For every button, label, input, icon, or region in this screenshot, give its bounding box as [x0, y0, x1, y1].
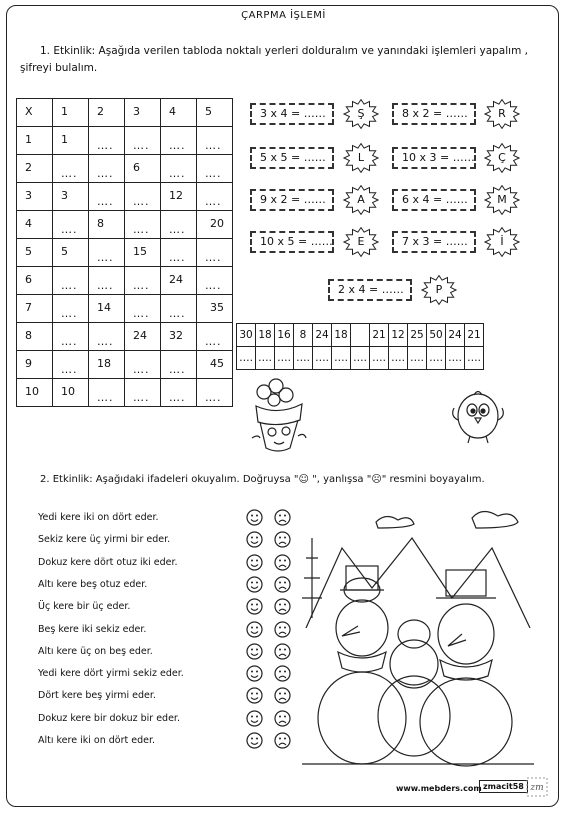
cipher-answer-cell[interactable]: ….: [313, 347, 332, 370]
operation-box[interactable]: 9 x 2 = ……: [250, 189, 334, 211]
statement-text: Altı kere iki on dört eder.: [38, 735, 156, 746]
table-row: [17, 351, 233, 379]
cipher-letter: İ: [500, 235, 504, 248]
statement-text: Altı kere üç on beş eder.: [38, 645, 153, 657]
value-cell: 45: [197, 351, 233, 379]
blank-cell[interactable]: ….: [161, 155, 197, 183]
blank-cell[interactable]: ….: [197, 323, 233, 351]
letter-starburst: [343, 227, 379, 257]
header-cell: 5: [197, 99, 233, 127]
cipher-letter: A: [357, 193, 365, 206]
cipher-number-cell: 24: [446, 324, 465, 347]
row-label-cell: 7: [17, 295, 53, 323]
sad-face-icon[interactable]: [274, 665, 291, 682]
cipher-letter: Ş: [357, 107, 365, 120]
smiley-face-icon[interactable]: [246, 643, 263, 660]
cipher-answer-cell[interactable]: ….: [465, 347, 484, 370]
cipher-answer-row: [237, 347, 484, 370]
header-cell: 3: [125, 99, 161, 127]
row-label-cell: 5: [17, 239, 53, 267]
smiley-face-icon[interactable]: [246, 531, 263, 548]
smiley-face-icon[interactable]: [246, 732, 263, 749]
value-cell: 32: [161, 323, 197, 351]
letter-starburst: [484, 99, 520, 129]
blank-cell[interactable]: ….: [125, 211, 161, 239]
blank-cell[interactable]: ….: [197, 155, 233, 183]
blank-cell[interactable]: ….: [53, 211, 89, 239]
cipher-number-cell: 18: [332, 324, 351, 347]
cipher-answer-cell[interactable]: ….: [275, 347, 294, 370]
footer-code: zmacit58: [479, 780, 528, 793]
value-cell: 14: [89, 295, 125, 323]
operation-box[interactable]: 3 x 4 = ……: [250, 103, 334, 125]
row-label-cell: 1: [17, 127, 53, 155]
blank-cell[interactable]: ….: [125, 267, 161, 295]
blank-cell[interactable]: ….: [89, 267, 125, 295]
cipher-number-cell: 18: [256, 324, 275, 347]
cipher-number-cell: 8: [294, 324, 313, 347]
sad-face-icon[interactable]: [274, 710, 291, 727]
cipher-number-cell: 24: [313, 324, 332, 347]
sad-face-icon[interactable]: [274, 621, 291, 638]
value-cell: 18: [89, 351, 125, 379]
value-cell: 20: [197, 211, 233, 239]
blank-cell[interactable]: ….: [197, 267, 233, 295]
sad-face-icon[interactable]: [274, 554, 291, 571]
table-row: [17, 379, 233, 407]
operation-box[interactable]: 10 x 3 = ……: [392, 147, 476, 169]
cipher-number-cell: 12: [389, 324, 408, 347]
value-cell: 5: [53, 239, 89, 267]
table-row: [17, 183, 233, 211]
cipher-number-cell: 21: [465, 324, 484, 347]
operation-box[interactable]: 8 x 2 = ……: [392, 103, 476, 125]
footer-url: www.mebders.com: [396, 784, 482, 793]
letter-starburst: [343, 143, 379, 173]
table-row: [17, 239, 233, 267]
blank-cell[interactable]: ….: [125, 295, 161, 323]
operation-box[interactable]: 7 x 3 = ……: [392, 231, 476, 253]
operation-box[interactable]: 2 x 4 = ……: [328, 279, 412, 301]
cipher-number-cell: 30: [237, 324, 256, 347]
table-row: [17, 295, 233, 323]
blank-cell[interactable]: ….: [161, 239, 197, 267]
header-cell: 4: [161, 99, 197, 127]
blank-cell[interactable]: ….: [161, 127, 197, 155]
cipher-number-cell: 50: [427, 324, 446, 347]
blank-cell[interactable]: ….: [125, 183, 161, 211]
statement-text: Yedi kere dört yirmi sekiz eder.: [38, 668, 184, 680]
cipher-number-cell: 25: [408, 324, 427, 347]
cipher-answer-cell[interactable]: ….: [237, 347, 256, 370]
sad-face-icon[interactable]: [274, 687, 291, 704]
cipher-answer-cell[interactable]: ….: [294, 347, 313, 370]
statement-text: Üç kere bir üç eder.: [38, 601, 131, 613]
snowmen-illustration: [302, 508, 534, 770]
operation-box[interactable]: 10 x 5 = ……: [250, 231, 334, 253]
cipher-answer-cell[interactable]: ….: [446, 347, 465, 370]
smiley-face-icon[interactable]: [246, 710, 263, 727]
blank-cell[interactable]: ….: [53, 351, 89, 379]
table-row: [17, 267, 233, 295]
sad-face-icon[interactable]: [274, 598, 291, 615]
sad-face-icon[interactable]: [274, 576, 291, 593]
value-cell: 10: [53, 379, 89, 407]
cipher-answer-cell[interactable]: ….: [351, 347, 370, 370]
smiley-face-icon[interactable]: [246, 687, 263, 704]
letter-starburst: [484, 227, 520, 257]
activity2-instruction: 2. Etkinlik: Aşağıdaki ifadeleri okuyalım. Doğruysa "☺ ", yanlışsa "☹" resmini boyayalım.: [40, 474, 485, 485]
letter-starburst: [484, 143, 520, 173]
row-label-cell: 2: [17, 155, 53, 183]
chick-illustration: [446, 386, 508, 446]
table-row: [17, 127, 233, 155]
statement-text: Dört kere beş yirmi eder.: [38, 690, 156, 702]
value-cell: 1: [53, 127, 89, 155]
blank-cell[interactable]: ….: [89, 127, 125, 155]
cipher-answer-cell[interactable]: ….: [389, 347, 408, 370]
value-cell: 15: [125, 239, 161, 267]
cipher-letter: M: [497, 193, 507, 206]
letter-starburst: [343, 185, 379, 215]
cipher-number-cell: 16: [275, 324, 294, 347]
row-label-cell: 6: [17, 267, 53, 295]
statement-text: Dokuz kere dört otuz iki eder.: [38, 556, 178, 568]
statement-text: Beş kere iki sekiz eder.: [38, 623, 147, 635]
smiley-face-icon[interactable]: [246, 598, 263, 615]
activity1-line2: şifreyi bulalım.: [20, 62, 98, 74]
sad-face-icon[interactable]: [274, 509, 291, 526]
table-row: [17, 211, 233, 239]
operation-box[interactable]: 5 x 5 = ……: [250, 147, 334, 169]
cipher-letter: E: [357, 235, 365, 248]
header-cell: 1: [53, 99, 89, 127]
cipher-answer-cell[interactable]: ….: [427, 347, 446, 370]
cipher-letter: R: [498, 107, 506, 120]
blank-cell[interactable]: ….: [53, 267, 89, 295]
smiley-face-icon[interactable]: [246, 665, 263, 682]
smiley-face-icon[interactable]: [246, 576, 263, 593]
value-cell: 24: [125, 323, 161, 351]
blank-cell[interactable]: ….: [161, 211, 197, 239]
cipher-table: [236, 323, 484, 370]
statement-text: Sekiz kere üç yirmi bir eder.: [38, 534, 171, 546]
blank-cell[interactable]: ….: [197, 239, 233, 267]
letter-starburst: [484, 185, 520, 215]
cipher-answer-cell[interactable]: ….: [332, 347, 351, 370]
smiley-face-icon[interactable]: [246, 621, 263, 638]
row-label-cell: 9: [17, 351, 53, 379]
cipher-answer-cell[interactable]: ….: [408, 347, 427, 370]
row-label-cell: 10: [17, 379, 53, 407]
blank-cell[interactable]: ….: [89, 379, 125, 407]
cipher-answer-cell[interactable]: ….: [256, 347, 275, 370]
statement-text: Altı kere beş otuz eder.: [38, 578, 148, 590]
value-cell: 3: [53, 183, 89, 211]
statement-text: Dokuz kere bir dokuz bir eder.: [38, 712, 180, 724]
value-cell: 24: [161, 267, 197, 295]
row-label-cell: 4: [17, 211, 53, 239]
value-cell: 35: [197, 295, 233, 323]
blank-cell[interactable]: ….: [125, 379, 161, 407]
cupcake-character-illustration: [244, 376, 312, 456]
zm-logo: [526, 777, 548, 797]
statement-text: Yedi kere iki on dört eder.: [38, 512, 159, 523]
sad-face-icon[interactable]: [274, 643, 291, 660]
header-cell: 2: [89, 99, 125, 127]
blank-cell[interactable]: ….: [161, 379, 197, 407]
blank-cell[interactable]: ….: [53, 155, 89, 183]
smiley-face-icon[interactable]: [246, 509, 263, 526]
cipher-letter: L: [357, 151, 365, 164]
cipher-letter: Ç: [498, 151, 506, 164]
svg-text:zm: zm: [530, 783, 544, 793]
blank-cell[interactable]: ….: [89, 155, 125, 183]
operation-box[interactable]: 6 x 4 = ……: [392, 189, 476, 211]
blank-cell[interactable]: ….: [89, 183, 125, 211]
blank-cell[interactable]: ….: [53, 295, 89, 323]
value-cell: 8: [89, 211, 125, 239]
blank-cell[interactable]: ….: [53, 323, 89, 351]
activity1-line1: 1. Etkinlik: Aşağıda verilen tabloda noktalı yerleri dolduralım ve yanındaki işlemleri yapalım ,: [40, 45, 528, 57]
cipher-number-cell: 21: [370, 324, 389, 347]
header-cell: X: [17, 99, 53, 127]
blank-cell[interactable]: ….: [197, 183, 233, 211]
activity1-instruction: [20, 43, 550, 77]
letter-starburst: [421, 275, 457, 305]
cipher-answer-cell[interactable]: ….: [370, 347, 389, 370]
blank-cell[interactable]: ….: [161, 351, 197, 379]
letter-starburst: [343, 99, 379, 129]
blank-cell[interactable]: ….: [125, 351, 161, 379]
cipher-space-cell: [351, 324, 370, 347]
sad-face-icon[interactable]: [274, 531, 291, 548]
blank-cell[interactable]: ….: [197, 127, 233, 155]
value-cell: 12: [161, 183, 197, 211]
blank-cell[interactable]: ….: [161, 295, 197, 323]
cipher-number-row: [237, 324, 484, 347]
blank-cell[interactable]: ….: [197, 379, 233, 407]
cipher-letter: P: [435, 283, 443, 296]
row-label-cell: 8: [17, 323, 53, 351]
blank-cell[interactable]: ….: [89, 323, 125, 351]
table-row: [17, 323, 233, 351]
blank-cell[interactable]: ….: [125, 127, 161, 155]
table-header-row: [17, 99, 233, 127]
sad-face-icon[interactable]: [274, 732, 291, 749]
value-cell: 6: [125, 155, 161, 183]
blank-cell[interactable]: ….: [89, 239, 125, 267]
smiley-face-icon[interactable]: [246, 554, 263, 571]
page-title: ÇARPMA İŞLEMİ: [241, 10, 326, 21]
row-label-cell: 3: [17, 183, 53, 211]
table-row: [17, 155, 233, 183]
multiplication-table: [16, 98, 233, 407]
